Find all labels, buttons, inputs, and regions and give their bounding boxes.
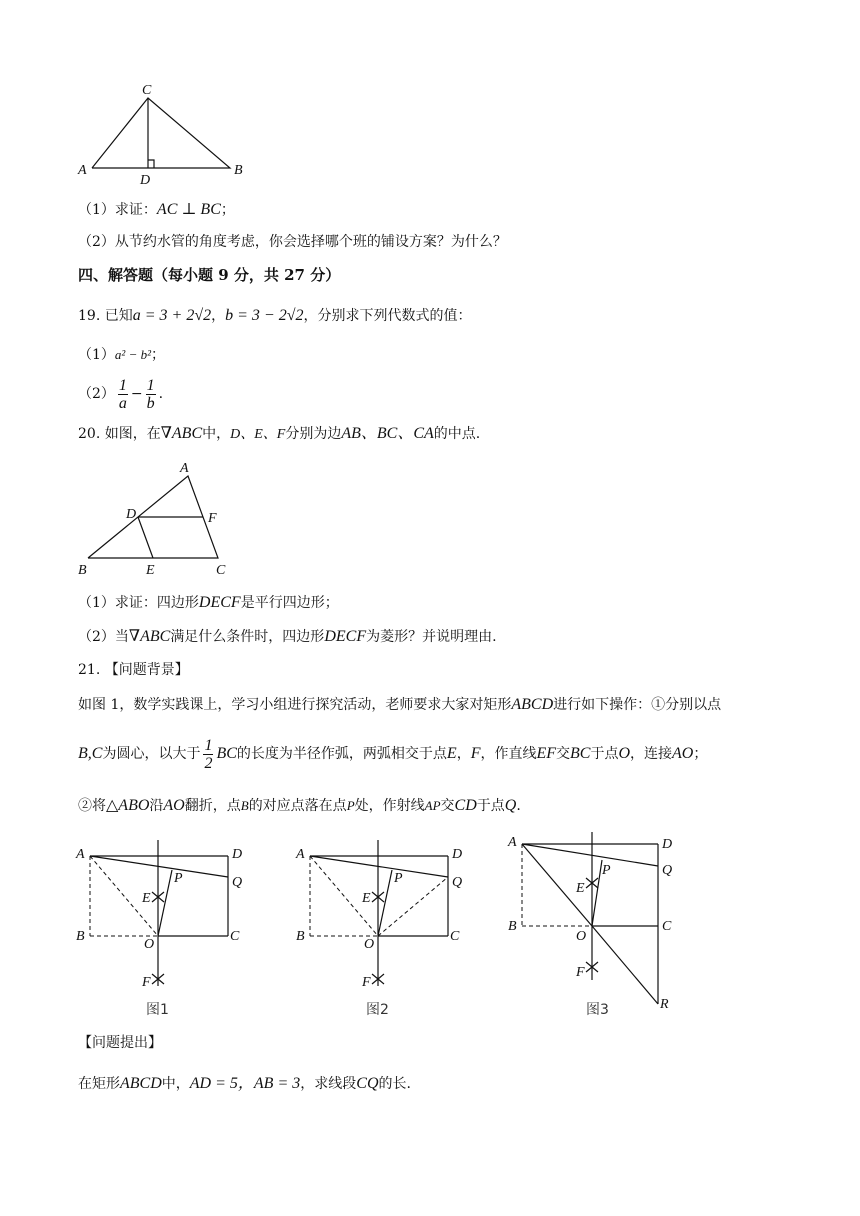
math-expr: AC ⊥ BC bbox=[156, 201, 221, 218]
svg-text:E: E bbox=[362, 891, 371, 906]
label-c: C bbox=[142, 83, 152, 98]
q21-para1: 如图 1，数学实践课上，学习小组进行探究活动，老师要求大家对矩形ABCD进行如下操作：①分别以点 bbox=[78, 696, 722, 713]
svg-text:D: D bbox=[662, 837, 673, 852]
svg-text:P: P bbox=[394, 871, 403, 886]
label-d: D bbox=[126, 507, 137, 522]
svg-text:D: D bbox=[232, 847, 243, 862]
figure-triangle-midpoints bbox=[70, 456, 250, 580]
label-c: C bbox=[216, 563, 226, 578]
svg-text:F: F bbox=[362, 975, 371, 990]
figure-3 bbox=[506, 830, 706, 1026]
q20-intro: 20. 如图，在∇ABC中，D、E、F分别为边AB、BC、CA的中点. bbox=[78, 425, 481, 442]
svg-text:O: O bbox=[576, 929, 587, 944]
figure-caption: 图3 bbox=[586, 1002, 609, 1018]
svg-text:B: B bbox=[508, 919, 517, 934]
label-d: D bbox=[140, 173, 151, 188]
svg-text:A: A bbox=[508, 835, 517, 850]
svg-text:F: F bbox=[576, 965, 585, 980]
math-b: b = 3 − 2√2 bbox=[225, 307, 304, 324]
label-b: B bbox=[234, 163, 243, 178]
q19-intro: 19. 已知a = 3 + 2√2，b = 3 − 2√2，分别求下列代数式的值： bbox=[78, 307, 472, 324]
svg-text:R: R bbox=[660, 997, 669, 1012]
figure-1 bbox=[74, 836, 274, 1026]
svg-text:Q: Q bbox=[232, 875, 243, 890]
svg-text:E: E bbox=[576, 881, 585, 896]
svg-text:C: C bbox=[450, 929, 460, 944]
q21-question: 在矩形ABCD中，AD = 5，AB = 3，求线段CQ的长. bbox=[78, 1075, 411, 1092]
math-expr: a² − b² bbox=[114, 347, 151, 362]
section-title: 四、解答题（每小题 9 分，共 27 分） bbox=[78, 266, 341, 284]
label-e: E bbox=[146, 563, 155, 578]
svg-text:O: O bbox=[144, 937, 155, 952]
fraction-1-over-b: $\frac{1}{b}$ bbox=[146, 376, 155, 412]
label-a: A bbox=[180, 461, 189, 476]
label-b: B bbox=[78, 563, 87, 578]
fraction-one-half: $\frac{1}{2}$ bbox=[204, 736, 213, 772]
svg-text:B: B bbox=[76, 929, 85, 944]
q19-part1: （1）a² − b²； bbox=[78, 347, 165, 363]
svg-text:F: F bbox=[142, 975, 151, 990]
svg-text:D: D bbox=[452, 847, 463, 862]
svg-text:B: B bbox=[296, 929, 305, 944]
svg-text:C: C bbox=[662, 919, 672, 934]
svg-text:A: A bbox=[296, 847, 305, 862]
q19-part2: （2） $\frac{1}{a}$ − $\frac{1}{b}$ . bbox=[78, 376, 164, 412]
figure-2 bbox=[294, 836, 494, 1026]
q21-header: 21. 【问题背景】 bbox=[78, 662, 189, 678]
svg-text:A: A bbox=[76, 847, 85, 862]
q21-section-header: 【问题提出】 bbox=[78, 1035, 162, 1051]
q18-part2: （2）从节约水管的角度考虑，你会选择哪个班的铺设方案？为什么？ bbox=[78, 234, 507, 250]
figure-right-triangle bbox=[70, 80, 260, 190]
svg-text:Q: Q bbox=[452, 875, 463, 890]
svg-text:P: P bbox=[174, 871, 183, 886]
svg-text:Q: Q bbox=[662, 863, 673, 878]
q21-para2: B,C为圆心，以大于 $\frac{1}{2}$ BC的长度为半径作弧，两弧相交于点E，F，作直线EF交BC于点O，连接AO； bbox=[78, 736, 708, 772]
label-a: A bbox=[78, 163, 87, 178]
math-a: a = 3 + 2√2 bbox=[132, 307, 212, 324]
q20-part2: （2）当∇ABC满足什么条件时，四边形DECF为菱形？并说明理由. bbox=[78, 628, 497, 645]
svg-text:O: O bbox=[364, 937, 375, 952]
q21-para3: ②将△ABO沿AO翻折，点B的对应点落在点P处，作射线AP交CD于点Q. bbox=[78, 797, 521, 814]
label-f: F bbox=[208, 511, 217, 526]
svg-text:E: E bbox=[142, 891, 151, 906]
fraction-1-over-a: $\frac{1}{a}$ bbox=[118, 376, 127, 412]
svg-text:P: P bbox=[602, 863, 611, 878]
q18-part1: （1）求证：AC ⊥ BC； bbox=[78, 201, 235, 218]
svg-text:C: C bbox=[230, 929, 240, 944]
q20-part1: （1）求证：四边形DECF是平行四边形； bbox=[78, 594, 339, 611]
figure-caption: 图2 bbox=[366, 1002, 389, 1018]
figure-caption: 图1 bbox=[146, 1002, 169, 1018]
